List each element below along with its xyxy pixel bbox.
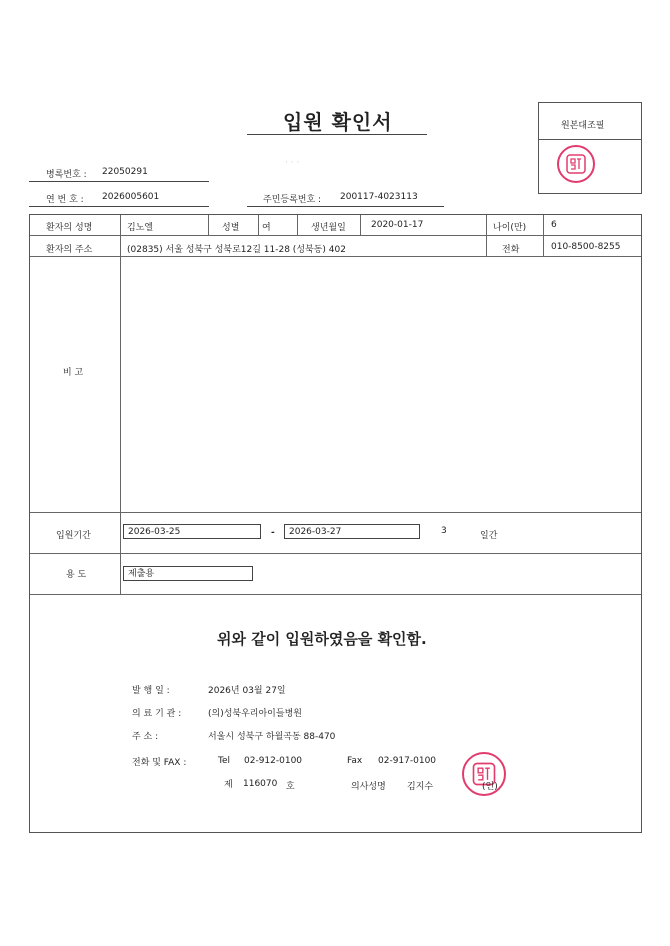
stay-days-unit: 일간: [480, 531, 498, 541]
faded-header-text: · · ·: [285, 158, 300, 168]
phone-value: 010-8500-8255: [551, 242, 621, 252]
record-no-label: 병록번호 :: [46, 170, 87, 180]
issue-date-label: 발 행 일 :: [132, 686, 170, 696]
confirmation-text: 위와 같이 입원하였음을 확인함.: [217, 630, 427, 648]
institution-value: (의)성북우리아이들병원: [208, 709, 302, 719]
phone-label: 전화: [502, 245, 520, 255]
hospital-address-value: 서울시 성북구 하월곡동 88-470: [208, 732, 336, 742]
issue-date-value: 2026년 03월 27일: [208, 686, 286, 696]
fax-label: Fax: [347, 756, 363, 766]
sex-value: 여: [262, 223, 271, 233]
original-seal-stamp: [557, 145, 595, 183]
resident-no-value: 200117-4023113: [340, 192, 418, 202]
address-value: (02835) 서울 성북구 성북로12길 11-28 (성북동) 402: [127, 245, 346, 255]
doctor-label: 의사성명: [351, 782, 386, 792]
seal-glyph-icon: [564, 152, 588, 176]
tel-value: 02-912-0100: [244, 756, 303, 766]
license-suffix: 호: [286, 782, 295, 792]
contact-label: 전화 및 FAX :: [132, 758, 187, 768]
dob-label: 생년월일: [311, 223, 346, 233]
original-seal-label: 원본대조필: [561, 121, 605, 131]
stay-days: 3: [441, 526, 447, 536]
license-label: 제: [224, 780, 233, 790]
stay-dash: -: [271, 528, 275, 538]
seal-mark: (인): [482, 782, 498, 792]
document-title: 입원 확인서: [283, 110, 393, 134]
admission-form: [29, 214, 642, 833]
original-seal-box: [538, 102, 642, 194]
license-no: 116070: [243, 779, 278, 789]
stay-start-date: 2026-03-25: [123, 524, 261, 539]
title-underline: [247, 134, 427, 135]
tel-label: Tel: [218, 756, 231, 766]
patient-name-label: 환자의 성명: [46, 223, 93, 233]
record-no-value: 22050291: [102, 167, 148, 177]
sex-label: 성별: [222, 223, 240, 233]
age-label: 나이(만): [493, 223, 527, 233]
address-label: 환자의 주소: [46, 245, 93, 255]
institution-label: 의 료 기 관 :: [132, 709, 182, 719]
purpose-label: 용 도: [66, 570, 87, 580]
age-value: 6: [551, 220, 557, 230]
patient-name-value: 김노엘: [127, 223, 154, 233]
serial-no-label: 연 번 호 :: [46, 195, 84, 205]
purpose-value: 제출용: [123, 566, 253, 581]
stay-end-date: 2026-03-27: [284, 524, 420, 539]
stay-label: 입원기간: [56, 531, 91, 541]
dob-value: 2020-01-17: [371, 220, 424, 230]
serial-no-value: 2026005601: [102, 192, 160, 202]
hospital-address-label: 주 소 :: [132, 732, 159, 742]
fax-value: 02-917-0100: [378, 756, 437, 766]
remarks-label: 비 고: [63, 368, 84, 378]
doctor-name: 김지수: [407, 782, 434, 792]
resident-no-label: 주민등록번호 :: [263, 195, 322, 205]
